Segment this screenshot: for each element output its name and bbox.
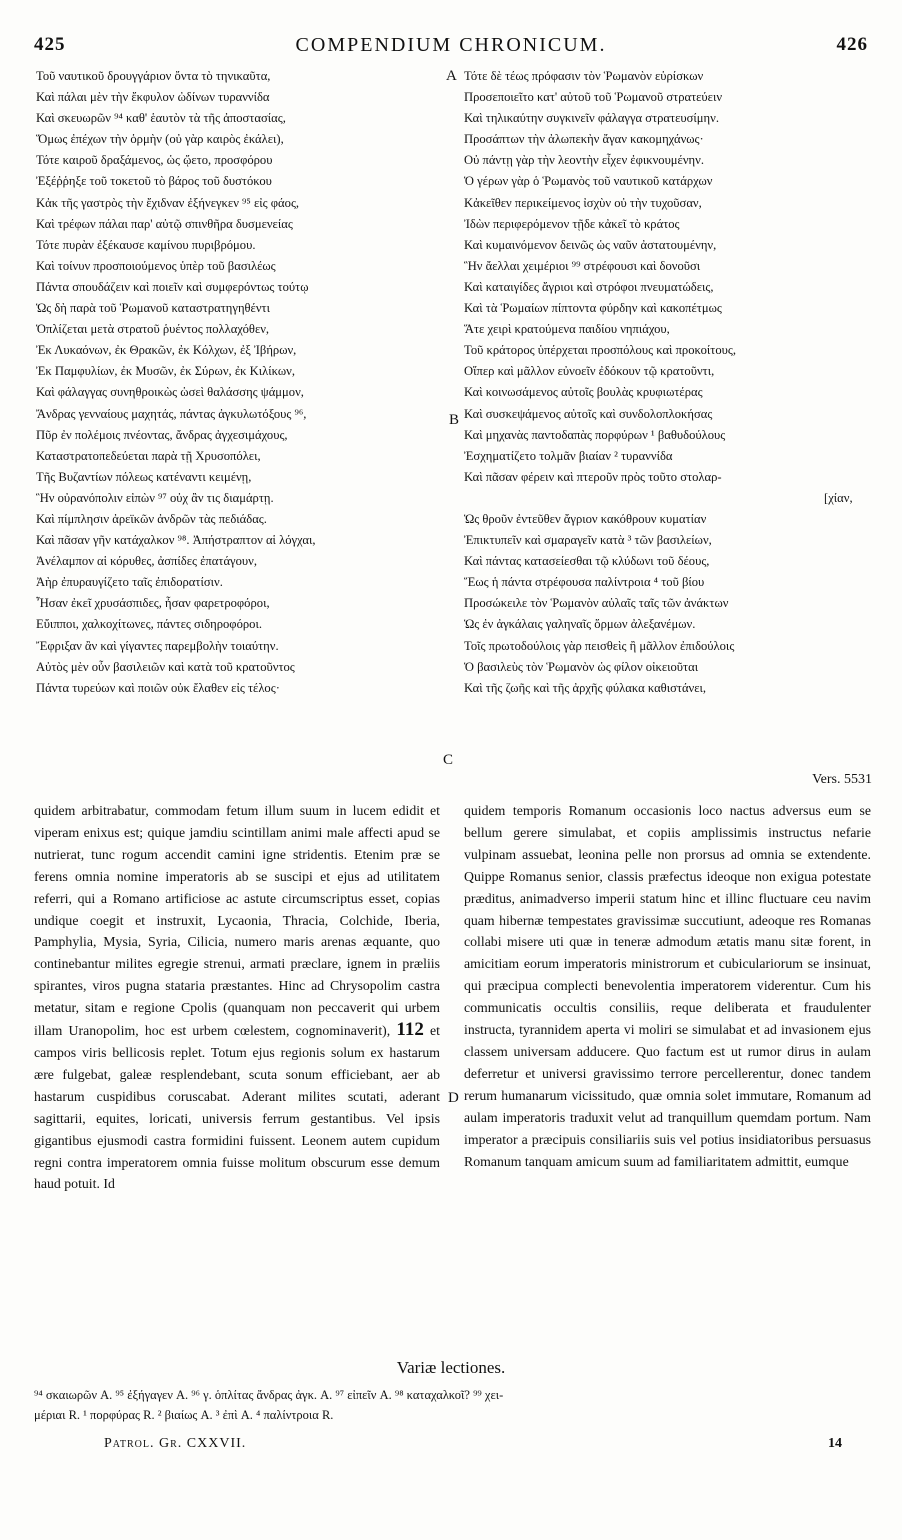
verse-line: Τοῦ κράτορος ὑπέρχεται προσπόλους καὶ προκοίτους, bbox=[464, 343, 737, 358]
section-marker-a: A bbox=[446, 68, 457, 84]
verse-line: Τοῦ ναυτικοῦ δρουγγάριον ὄντα τὸ τηνικαῦτα, bbox=[36, 69, 271, 83]
verse-line: [χίαν, bbox=[824, 490, 853, 505]
verse-line: Καὶ σκευωρῶν ⁹⁴ καθ' ἑαυτὸν τὰ τῆς ἀποστασίας, bbox=[36, 111, 286, 126]
footer-signature: 14 bbox=[828, 1436, 842, 1451]
verse-line: Αὐτὸς μὲν οὖν βασιλειῶν καὶ κατὰ τοῦ κρατοῦντος bbox=[36, 659, 295, 674]
verse-line: Καὶ πᾶσαν γῆν κατάχαλκον ⁹⁸. Ἀπήστραπτον αἱ λόγχαι, bbox=[36, 533, 316, 548]
verse-line: Ἔφριξαν ἂν καὶ γίγαντες παρεμβολὴν τοιαύτην. bbox=[36, 638, 279, 653]
verse-line: Τοῖς πρωτοδούλοις γὰρ πεισθεὶς ἢ μᾶλλον ἐπιδούλοις bbox=[464, 638, 735, 653]
verse-line: Κἀκεῖθεν περικείμενος ἰσχὺν οὐ τὴν τυχοῦσαν, bbox=[464, 195, 702, 210]
verse-line: Ἄνδρας γενναίους μαχητάς, πάντας ἀγκυλωτόξους ⁹⁶, bbox=[36, 406, 307, 421]
verse-line: Ἣν ἄελλαι χειμέριοι ⁹⁹ στρέφουσι καὶ δονοῦσι bbox=[464, 258, 701, 273]
column-number: 112 bbox=[396, 1019, 424, 1041]
section-marker-b: B bbox=[449, 412, 460, 428]
verse-line: Ἐσχηματίζετο τολμᾶν βιαίαν ² τυραννίδα bbox=[464, 448, 673, 463]
section-marker-c: C bbox=[443, 752, 454, 768]
verse-line: Καὶ κυμαινόμενον δεινῶς ὡς ναῦν ἀστατουμένην, bbox=[464, 237, 717, 252]
verse-line: Ὁ γέρων γὰρ ὁ Ῥωμανὸς τοῦ ναυτικοῦ κατάρχων bbox=[464, 174, 713, 189]
verse-line: Καὶ φάλαγγας συνηθροικὼς ὡσεὶ θαλάσσης ψάμμον, bbox=[36, 385, 304, 400]
left-page-number: 425 bbox=[34, 34, 66, 55]
verse-line: Καὶ πάντας κατασείεσθαι τῷ κλύδωνι τοῦ δέους, bbox=[464, 554, 710, 569]
verse-line: Τότε πυρὰν ἐξέκαυσε καμίνου πυριβρόμου. bbox=[36, 237, 256, 252]
verse-line: Καὶ πάλαι μὲν τὴν ἔκφυλον ὠδίνων τυραννίδα bbox=[36, 90, 270, 105]
greek-verse-right-column bbox=[464, 66, 874, 699]
verse-line: Ἀὴρ ἐπυραυγίζετο ταῖς ἐπιδορατίσιν. bbox=[36, 575, 223, 590]
verse-line: Πάντα σπουδάζειν καὶ ποιεῖν καὶ συμφερόντως τούτῳ bbox=[36, 279, 309, 294]
verse-line: Ὁ βασιλεὺς τὸν Ῥωμανὸν ὡς φίλον οἰκειοῦται bbox=[464, 659, 699, 674]
verse-line: Καὶ πᾶσαν φέρειν καὶ πτεροῦν πρὸς τοῦτο στολαρ- bbox=[464, 469, 722, 484]
verse-line: Πῦρ ἐν πολέμοις πνέοντας, ἄνδρας ἀγχεσιμάχους, bbox=[36, 427, 288, 442]
verse-line: Κἀκ τῆς γαστρὸς τὴν ἔχιδναν ἐξήνεγκεν ⁹⁵ εἰς φάος, bbox=[36, 195, 300, 210]
verse-line: Καὶ τοίνυν προσποιούμενος ὑπὲρ τοῦ βασιλέως bbox=[36, 258, 276, 273]
verse-line: Καὶ καταιγίδες ἄγριοι καὶ στρόφοι πνευματώδεις, bbox=[464, 279, 714, 294]
verse-line: Οἵπερ καὶ μᾶλλον εὐνοεῖν ἐδόκουν τῷ κρατοῦντι, bbox=[464, 364, 715, 379]
verse-line: Ἀνέλαμπον αἱ κόρυθες, ἀσπίδες ἐπατάγουν, bbox=[36, 554, 257, 569]
verse-line: Τότε δὲ τέως πρόφασιν τὸν Ῥωμανὸν εὑρίσκων bbox=[464, 69, 704, 83]
verse-line: Πάντα τυρεύων καὶ ποιῶν οὐκ ἔλαθεν εἰς τέλος· bbox=[36, 680, 280, 695]
verse-line: Προσάπτων τὴν ἀλωπεκὴν ἄγαν κακομηχάνως· bbox=[464, 132, 704, 147]
right-page-number: 426 bbox=[836, 34, 868, 55]
latin-translation-right-column: quidem temporis Romanum occasionis loco nactus adversus eum se bellum gerere simulabat, et copiis amplissimis instructus nefarie vulpinam assuebat, leonina pelle non prorsus ad omnia se extendente. Quippe Romanus senior, classis præfectus ideoque non exigua potestate præditus, animadverso imperii statum hinc et illinc fluctuare ceu navim quam hibernæ tempestates gravissimæ succutiunt, adeoque res Romanas collabi misere uti quæ in teneræ admodum ætatis manu sitæ forent, in amicitiam eorum imperatoris ministrorum et cubiculariorum se insinuat, qui præcipua complecti benevolentia imperatorem viderentur. Cum his communicatis occultis consiliis, reque deliberata et fraudulenter instructa, tyrannidem aperta vi moliri se simulabat et ad invasionem ejus classem universam adducere. Quo factum est ut rumor dirus in aulam deferretur et universi gravissimo terrore percellerentur, donec tandem rerum humanarum vicissitudo, quæ omnia solet immutare, Romanum ad aulam imperatoris traduxit velut ad tranquillum quemdam portum. Nam imperator a præcipuis consiliariis suis vel potius insidiatoribus persuasus Romanum tanquam amicum suum ad familiaritatem admittit, eumque bbox=[464, 803, 871, 1169]
verse-line: Καὶ συσκεψάμενος αὐτοῖς καὶ συνδολοπλοκήσας bbox=[464, 406, 713, 421]
verse-line: Ἣν οὐρανόπολιν εἰπὼν ⁹⁷ οὐχ ἂν τις διαμάρτῃ. bbox=[36, 490, 274, 505]
verse-line: Καὶ τηλικαύτην συγκινεῖν φάλαγγα στρατευσίμην. bbox=[464, 111, 719, 126]
verse-line: Ἰδὼν περιφερόμενον τῇδε κἀκεῖ τὸ κράτος bbox=[464, 216, 680, 231]
verse-line: Τῆς Βυζαντίων πόλεως κατέναντι κειμένῃ, bbox=[36, 469, 252, 484]
verse-line: Καταστρατοπεδεύεται παρὰ τῇ Χρυσοπόλει, bbox=[36, 448, 261, 463]
section-marker-d: D bbox=[448, 1090, 459, 1106]
verse-line: Ἅτε χειρὶ κρατούμενα παιδίου νηπιάχου, bbox=[464, 322, 670, 337]
verse-line: Ὡς δὴ παρὰ τοῦ Ῥωμανοῦ καταστρατηγηθέντι bbox=[36, 301, 270, 316]
footer-series-label: Patrol. Gr. CXXVII. bbox=[104, 1436, 247, 1451]
variant-readings-heading: Variæ lectiones. bbox=[396, 1358, 506, 1377]
latin-left-text-part1: quidem arbitrabatur, commodam fetum illum suum in lucem edidit et viperam enixus est; quique jamdiu scintillam animi male affecti apud se nutrierat, tunc rogum accendit camini igne stridentis. Etenim præ se ferens omnia nomine imperatoris ab se suscipi et ejus ad utilitatem referri, qui a Romano artificiose ac astute circumscriptus esset, copias undique coegit et instruxit, Lycaonia, Thracia, Colchide, Iberia, Pamphylia, Mysia, Syria, Cilicia, numero maris arenas æquante, quo continebantur milites egregie strenui, armati præclare, ignem in præliis spirantes, viros pugna stataria præstantes. Hinc ad Chrysopolim castra metatur, sitam e regione Cpolis (quanquam non peccaverit qui urbem illam Uranopolim, hoc est urbem cœlestem, cognominaverit), bbox=[34, 803, 440, 1039]
verse-line: Καὶ τὰ Ῥωμαίων πίπτοντα φύρδην καὶ κακοπέτμως bbox=[464, 301, 722, 316]
verse-number: Vers. 5531 bbox=[812, 772, 872, 787]
verse-line: Καὶ κοινωσάμενος αὐτοῖς βουλὰς κρυφιωτέρας bbox=[464, 385, 703, 400]
verse-line: Ἐπικτυπεῖν καὶ σμαραγεῖν κατὰ ³ τῶν βασιλείων, bbox=[464, 533, 712, 548]
verse-line: Καὶ τρέφων πάλαι παρ' αὐτῷ σπινθῆρα δυσμενείας bbox=[36, 216, 293, 231]
verse-line: Ἕως ἡ πάντα στρέφουσα παλίντροια ⁴ τοῦ βίου bbox=[464, 575, 705, 590]
verse-line: Καὶ τῆς ζωῆς καὶ τῆς ἀρχῆς φύλακα καθιστάνει, bbox=[464, 680, 707, 695]
verse-line: Τότε καιροῦ δραξάμενος, ὡς ᾤετο, προσφόρου bbox=[36, 153, 273, 168]
verse-line: Καὶ μηχανὰς παντοδαπὰς πορφύρων ¹ βαθυδούλους bbox=[464, 427, 726, 442]
greek-verse-left-column bbox=[36, 66, 446, 699]
verse-line: Ἐκ Λυκαόνων, ἐκ Θρακῶν, ἐκ Κόλχων, ἐξ Ἰβήρων, bbox=[36, 343, 297, 358]
running-title: COMPENDIUM CHRONICUM. bbox=[295, 34, 607, 56]
verse-line: Προσεποιεῖτο κατ' αὐτοῦ τοῦ Ῥωμανοῦ στρατεύειν bbox=[464, 90, 723, 105]
verse-line: Ἦσαν ἐκεῖ χρυσάσπιδες, ἦσαν φαρετροφόροι, bbox=[36, 596, 270, 611]
verse-line: Προσώκειλε τὸν Ῥωμανὸν αὐλαῖς ταῖς τῶν ἀνάκτων bbox=[464, 596, 729, 611]
latin-left-text-part2: et campos viris bellicosis replet. Totum ejus regionis solum ex hastarum ære fulgebat, galeæ resplendebant, scuta sonum efficiebant, aer ab hastarum cuspidibus coruscabat. Aderant milites scutati, aderant sagittarii, equites, loricati, universis ferrum gestantibus. Vel ipsis gigantibus ejusmodi castra formidini fuissent. Leonem autem cupidum regni contra imperatorem omnia fuisse molitum obscurum esse demum haud potuit. Id bbox=[34, 1023, 441, 1192]
variant-readings-line-1: ⁹⁴ σκαιωρῶν A. ⁹⁵ ἐξήγαγεν A. ⁹⁶ γ. ὁπλίτας ἄνδρας ἀγκ. A. ⁹⁷ εἰπεῖν A. ⁹⁸ καταχαλκοῖ? ⁹⁹ χει- bbox=[34, 1388, 504, 1402]
verse-line: Οὐ πάντῃ γὰρ τὴν λεοντὴν εἶχεν ἐφικνουμένην. bbox=[464, 153, 704, 168]
verse-line: Καὶ πίμπλησιν ἀρεϊκῶν ἀνδρῶν τὰς πεδιάδας. bbox=[36, 511, 267, 526]
verse-line: Ὁπλίζεται μετὰ στρατοῦ ῥυέντος πολλαχόθεν, bbox=[36, 322, 270, 337]
verse-line: Ἐκ Παμφυλίων, ἐκ Μυσῶν, ἐκ Σύρων, ἐκ Κιλίκων, bbox=[36, 364, 295, 379]
verse-line: Ὅμως ἐπέχων τὴν ὁρμὴν (οὐ γὰρ καιρὸς ἐκάλει), bbox=[36, 132, 284, 147]
verse-line: Ὡς ἐν ἀγκάλαις γαληναῖς ὅρμων ἀλεξανέμων. bbox=[464, 617, 696, 632]
verse-line: Ὡς θροῦν ἐντεῦθεν ἄγριον κακόθρουν κυματίαν bbox=[464, 511, 707, 526]
verse-line: Εὔιπποι, χαλκοχίτωνες, πάντες σιδηροφόροι. bbox=[36, 617, 262, 632]
variant-readings-line-2: μέριαι R. ¹ πορφύρας R. ² βιαίως A. ³ ἐπὶ A. ⁴ παλίντροια R. bbox=[34, 1408, 334, 1422]
latin-translation-left-column bbox=[34, 800, 440, 1195]
verse-line: Ἐξέῤῥηξε τοῦ τοκετοῦ τὸ βάρος τοῦ δυστόκου bbox=[36, 174, 272, 189]
page-header bbox=[34, 34, 868, 62]
